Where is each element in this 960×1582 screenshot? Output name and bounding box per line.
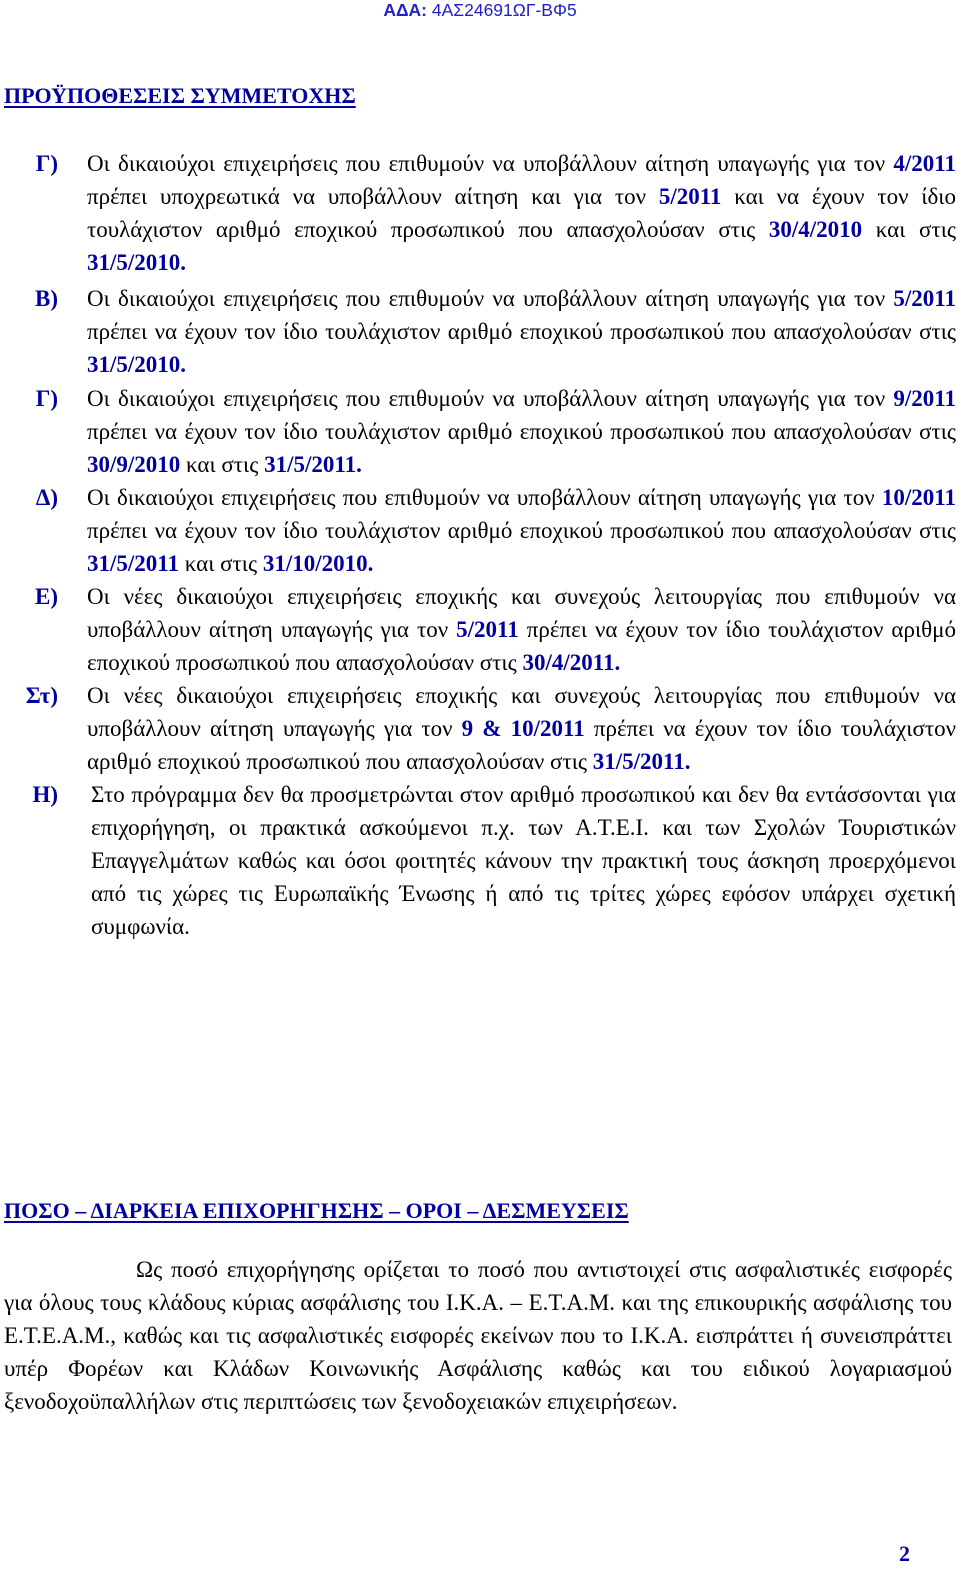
text-run: πρέπει να έχουν τον ίδιο τουλάχιστον αριθμό εποχικού προσωπικού που απασχολούσαν στις — [87, 419, 956, 444]
condition-item — [0, 778, 956, 943]
highlighted-value: 5/2011 — [658, 184, 722, 209]
highlighted-value: 5/2011 — [456, 617, 519, 642]
highlighted-value: 9/2011 — [893, 386, 956, 411]
text-run: Οι δικαιούχοι επιχειρήσεις που επιθυμούν να υποβάλλουν αίτηση υπαγωγής για τον — [87, 151, 894, 176]
highlighted-value: 30/4/2010 — [768, 217, 863, 242]
highlighted-value: 10/2011 — [881, 485, 956, 510]
text-run: πρέπει υποχρεωτικά να υποβάλλουν αίτηση και για τον — [87, 184, 659, 209]
conditions-list — [0, 147, 956, 943]
condition-label: Η) — [32, 782, 58, 807]
section-title-participation: ΠΡΟΫΠΟΘΕΣΕΙΣ ΣΥΜΜΕΤΟΧΗΣ — [4, 83, 356, 108]
highlighted-value: 9 & 10/2011 — [461, 716, 585, 741]
text-run: Οι νέες δικαιούχοι επιχειρήσεις εποχικής και συνεχούς λειτουργίας που επιθυμούν να υποβάλλουν αίτηση υπαγωγής για τον — [87, 584, 956, 642]
text-run: πρέπει να έχουν τον ίδιο τουλάχιστον αριθμό εποχικού προσωπικού που απασχολούσαν στις — [87, 319, 956, 344]
section-title-amount: ΠΟΣΟ – ΔΙΑΡΚΕΙΑ ΕΠΙΧΟΡΗΓΗΣΗΣ – ΟΡΟΙ – ΔΕΣΜΕΥΣΕΙΣ — [4, 1198, 629, 1223]
condition-text — [87, 580, 956, 679]
text-run: Οι δικαιούχοι επιχειρήσεις που επιθυμούν να υποβάλλουν αίτηση υπαγωγής για τον — [87, 485, 882, 510]
condition-text — [87, 679, 956, 778]
grant-amount-paragraph: Ως ποσό επιχορήγησης ορίζεται το ποσό που αντιστοιχεί στις ασφαλιστικές εισφορές για όλους τους κλάδους κύριας ασφάλισης του Ι.Κ.Α. – Ε.Τ.Α.Μ. και της επικουρικής ασφάλισης του Ε.Τ.Ε.Α.Μ., καθώς και τις ασφαλιστικές εισφορές εκείνων που το Ι.Κ.Α. εισπράττει ή συνεισπράττει υπέρ Φορέων και Κλάδων Κοινωνικής Ασφάλισης καθώς και του ειδικού λογαριασμού ξενοδοχοϋπαλλήλων στις περιπτώσεις των ξενοδοχειακών επιχειρήσεων. — [4, 1257, 952, 1414]
text-run: Οι δικαιούχοι επιχειρήσεις που επιθυμούν να υποβάλλουν αίτηση υπαγωγής για τον — [87, 286, 894, 311]
condition-item — [0, 481, 956, 580]
condition-text — [91, 778, 956, 943]
text-run: και να έχουν τον ίδιο τουλάχιστον αριθμό εποχικού προσωπικού που απασχολούσαν στις — [87, 184, 956, 242]
ada-code: 4ΑΣ24691ΩΓ-ΒΦ5 — [431, 0, 577, 20]
condition-text — [87, 147, 956, 279]
highlighted-value: 4/2011 — [893, 151, 956, 176]
text-run: πρέπει να έχουν τον ίδιο τουλάχιστον αριθμό εποχικού προσωπικού που απασχολούσαν στις — [87, 617, 956, 675]
highlighted-value: 5/2011 — [893, 286, 956, 311]
text-run: και στις — [862, 217, 956, 242]
highlighted-value: 31/5/2011. — [264, 452, 362, 477]
condition-label: Ε) — [35, 584, 58, 609]
condition-text — [87, 282, 956, 381]
condition-item — [0, 382, 956, 481]
condition-item — [0, 282, 956, 381]
highlighted-value: 31/5/2011. — [592, 749, 691, 774]
condition-label: Γ) — [35, 386, 58, 411]
condition-text — [87, 382, 956, 481]
condition-label: Στ) — [25, 683, 58, 708]
text-run: και στις — [180, 452, 265, 477]
ada-label: ΑΔΑ: — [383, 0, 427, 20]
highlighted-value: 31/5/2010. — [87, 352, 187, 377]
condition-label: Β) — [35, 286, 58, 311]
highlighted-value: 30/9/2010 — [87, 452, 181, 477]
page-number: 2 — [899, 1541, 910, 1566]
condition-item — [0, 580, 956, 679]
text-run: Στο πρόγραμμα δεν θα προσμετρώνται στον αριθμό προσωπικού και δεν θα εντάσσονται για επιχορήγηση, οι πρακτικά ασκούμενοι π.χ. των Α.Τ.Ε.Ι. και των Σχολών Τουριστικών Επαγγελμάτων καθώς και όσοι φοιτητές κάνουν την πρακτική τους άσκηση προερχόμενοι από τις χώρες τις Ευρωπαϊκής Ένωσης ή από τις τρίτες χώρες εφόσον υπάρχει σχετική συμφωνία. — [91, 782, 956, 939]
highlighted-value: 31/10/2010. — [262, 551, 374, 576]
condition-text — [87, 481, 956, 580]
condition-label: Γ) — [35, 151, 58, 176]
text-run: Οι δικαιούχοι επιχειρήσεις που επιθυμούν να υποβάλλουν αίτηση υπαγωγής για τον — [87, 386, 894, 411]
highlighted-value: 31/5/2011 — [87, 551, 180, 576]
condition-item — [0, 679, 956, 778]
condition-item — [0, 147, 956, 279]
text-run: πρέπει να έχουν τον ίδιο τουλάχιστον αριθμό εποχικού προσωπικού που απασχολούσαν στις — [87, 716, 956, 774]
text-run: Οι νέες δικαιούχοι επιχειρήσεις εποχικής και συνεχούς λειτουργίας που επιθυμούν να υποβάλλουν αίτηση υπαγωγής για τον — [87, 683, 956, 741]
text-run: πρέπει να έχουν τον ίδιο τουλάχιστον αριθμό εποχικού προσωπικού που απασχολούσαν στις — [87, 518, 956, 543]
condition-label: Δ) — [35, 485, 58, 510]
text-run: και στις — [179, 551, 263, 576]
highlighted-value: 31/5/2010. — [87, 250, 187, 275]
ada-header — [0, 0, 960, 21]
highlighted-value: 30/4/2011. — [522, 650, 621, 675]
